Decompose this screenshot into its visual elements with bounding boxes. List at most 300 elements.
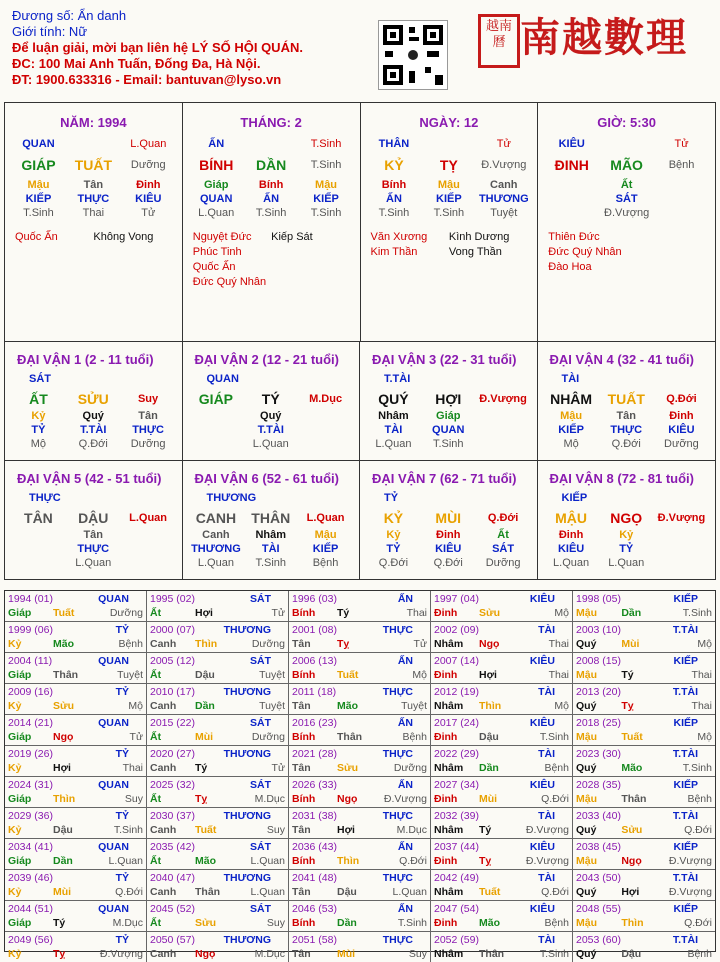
year-god: TỶ [115, 934, 129, 946]
year-stem: Mậu [576, 793, 597, 805]
dai-van-branch: HỢI [435, 391, 462, 407]
year-cell[interactable] [431, 684, 573, 715]
year-god: KIÊU [529, 655, 555, 667]
year-header [292, 623, 427, 637]
year-cell[interactable] [573, 715, 715, 746]
year-cell[interactable] [5, 839, 147, 870]
year-pillar [150, 792, 285, 806]
dai-van-hidden: THỰC [132, 424, 164, 436]
dai-van-hidden [476, 437, 531, 451]
year-stage: Mộ [697, 731, 712, 743]
year-label: 2023 (30) [576, 748, 621, 760]
year-god: THƯƠNG [223, 748, 271, 760]
year-cell[interactable] [431, 622, 573, 653]
dai-van-hidden [654, 542, 709, 556]
year-god: THỰC [382, 686, 413, 698]
year-header [292, 747, 427, 761]
year-header [576, 592, 712, 606]
dai-van-hidden [11, 542, 66, 556]
dai-van-hidden: Ất [497, 528, 509, 541]
year-header [434, 685, 569, 699]
year-stem: Bính [292, 793, 316, 805]
year-branch: Ngọ [479, 638, 500, 650]
year-cell[interactable] [289, 746, 431, 777]
pillar-1 [183, 103, 361, 341]
year-stem: Đinh [434, 793, 458, 805]
year-header [576, 716, 712, 730]
hidden-god: ẤN [263, 193, 280, 205]
year-branch: Thân [53, 669, 79, 681]
year-stem: Tân [292, 824, 311, 836]
gender: Giới tính: Nữ [12, 24, 88, 39]
year-cell[interactable] [289, 808, 431, 839]
year-stem: Ất [150, 731, 162, 743]
year-stage: Đ.Vượng [99, 948, 143, 960]
year-stage: Đ.Vượng [525, 824, 569, 836]
dai-van-hidden-row [360, 423, 537, 437]
hidden-gods-row [183, 192, 360, 206]
year-pillar [434, 947, 569, 961]
year-cell[interactable] [289, 932, 431, 962]
year-cell[interactable] [147, 653, 289, 684]
stem-branch-label: TỴ [439, 157, 458, 173]
year-stem: Nhâm [434, 948, 464, 960]
dai-van-hidden-row [183, 556, 360, 570]
year-cell[interactable] [289, 777, 431, 808]
year-stem: Nhâm [434, 700, 464, 712]
year-stem: Kỷ [8, 886, 22, 898]
year-branch: Dậu [337, 886, 357, 898]
dai-van-hidden: Quý [82, 410, 104, 422]
year-label: 2001 (08) [292, 624, 337, 636]
year-header [8, 685, 143, 699]
year-pillar [434, 699, 569, 713]
year-cell[interactable] [5, 901, 147, 932]
dai-van-hidden: TỶ [31, 424, 46, 436]
year-stage: Thai [548, 638, 569, 650]
year-god: TỶ [115, 748, 129, 760]
year-header [8, 871, 143, 885]
dai-van-god: T.TÀI [384, 373, 411, 385]
year-cell[interactable] [431, 839, 573, 870]
year-pillar [8, 606, 143, 620]
dai-van-stem: KỶ [383, 509, 404, 526]
dai-van-hidden-row [5, 423, 182, 437]
stem-branch-label: GIÁP [21, 157, 56, 173]
year-branch: Sửu [479, 607, 501, 619]
year-header [576, 809, 712, 823]
year-god: KIẾP [673, 717, 698, 729]
dai-van-hidden [121, 556, 176, 570]
dai-van-god: THƯƠNG [206, 491, 257, 504]
year-branch: Thìn [479, 700, 502, 712]
dai-van-hidden-row [360, 556, 537, 570]
year-cell[interactable] [289, 653, 431, 684]
hidden-stem: Mậu [315, 179, 338, 191]
year-cell[interactable] [431, 715, 573, 746]
dai-van-branch: TUẤT [607, 391, 645, 407]
year-header [292, 840, 427, 854]
year-cell[interactable] [573, 746, 715, 777]
year-god: KIÊU [529, 779, 555, 791]
year-stage: Bệnh [687, 948, 712, 960]
year-header [576, 902, 712, 916]
year-god: QUAN [98, 717, 129, 729]
dai-van-hidden [298, 409, 353, 423]
year-god: ẤN [397, 903, 413, 915]
life-stage: Đ.Vượng [604, 207, 650, 219]
year-branch: Hợi [479, 669, 497, 681]
dai-van-hidden: Q.Đới [78, 438, 108, 450]
hidden-stem: Mậu [437, 179, 460, 191]
year-cell[interactable] [289, 591, 431, 622]
dai-van-stage: M.Dục [309, 393, 343, 405]
year-cell[interactable] [431, 746, 573, 777]
year-label: 2041 (48) [292, 872, 337, 884]
year-branch: Thân [195, 886, 221, 898]
ten-god-label: Tử [496, 138, 511, 150]
year-branch: Mùi [621, 638, 640, 650]
dai-van-hidden: KIẾP [558, 424, 584, 436]
year-cell[interactable] [573, 839, 715, 870]
year-cell[interactable] [573, 653, 715, 684]
year-cell[interactable] [573, 808, 715, 839]
year-branch: Thìn [621, 917, 644, 929]
year-label: 2027 (34) [434, 779, 479, 791]
year-header [150, 654, 285, 668]
stem-branch-label: Dưỡng [130, 159, 166, 171]
year-cell[interactable] [147, 932, 289, 962]
hidden-stems-row [183, 178, 360, 192]
dai-van-title: ĐẠI VẬN 5 (42 - 51 tuổi) [17, 470, 162, 486]
year-stage: Bệnh [402, 731, 427, 743]
ten-god-label [66, 136, 121, 152]
year-header [434, 654, 569, 668]
dai-van-hidden: Bệnh [312, 556, 339, 569]
year-header [150, 933, 285, 947]
year-god: ẤN [397, 593, 413, 605]
year-god: TÀI [538, 810, 555, 822]
stars-col-2 [627, 230, 705, 275]
year-header [292, 809, 427, 823]
year-cell[interactable] [147, 715, 289, 746]
year-cell[interactable] [573, 901, 715, 932]
year-pillar [150, 730, 285, 744]
hidden-god: SÁT [615, 193, 638, 205]
dai-van-pillar [360, 389, 537, 409]
year-stage: Thai [406, 607, 427, 619]
year-god: SÁT [250, 779, 271, 791]
year-pillar [576, 606, 712, 620]
year-god: QUAN [98, 841, 129, 853]
dai-van-pillar [5, 508, 182, 528]
hidden-god: KIẾP [313, 193, 339, 205]
year-cell[interactable] [147, 622, 289, 653]
year-cell[interactable] [289, 684, 431, 715]
dai-van-hidden: Mộ [30, 438, 47, 450]
dai-van-hidden: T.TÀI [80, 424, 107, 436]
year-stage: Tuyệt [259, 700, 285, 712]
year-stage: Dưỡng [251, 638, 285, 650]
year-stage: Thai [548, 669, 569, 681]
ten-god-label: THÂN [378, 138, 410, 150]
year-stage: T.Sinh [539, 948, 569, 960]
year-pillar [292, 823, 427, 837]
qr-code-icon[interactable] [378, 20, 448, 90]
hidden-stem: Canh [490, 179, 518, 191]
stem-branch-label: BÍNH [199, 157, 234, 173]
year-stem: Quý [576, 948, 597, 960]
year-cell[interactable] [431, 870, 573, 901]
year-pillar [434, 854, 569, 868]
year-stage: Bệnh [544, 917, 569, 929]
year-cell[interactable] [5, 932, 147, 962]
year-cell[interactable] [5, 653, 147, 684]
year-cell[interactable] [431, 808, 573, 839]
dai-van-stem: CANH [195, 509, 237, 526]
year-cell[interactable] [147, 870, 289, 901]
year-branch: Mão [195, 855, 216, 867]
dai-van-hidden [11, 556, 66, 570]
year-pillar [434, 668, 569, 682]
year-stem: Bính [292, 669, 316, 681]
stars-col-1 [371, 230, 449, 260]
ten-god-label: T.Sinh [310, 138, 342, 150]
year-branch: Thân [479, 948, 505, 960]
hidden-stems-row [538, 178, 715, 192]
year-stem: Quý [576, 824, 597, 836]
dai-van-hidden-row [5, 409, 182, 423]
year-stem: Nhâm [434, 886, 464, 898]
year-cell[interactable] [289, 715, 431, 746]
year-branch: Tuất [479, 886, 501, 898]
year-cell[interactable] [147, 777, 289, 808]
year-pillar [576, 854, 712, 868]
life-stage: Tuyệt [490, 207, 518, 219]
dai-van-title: ĐẠI VẬN 2 (12 - 21 tuổi) [194, 352, 339, 367]
life-stage [654, 206, 709, 220]
year-cell[interactable] [431, 901, 573, 932]
year-cell[interactable] [147, 591, 289, 622]
stem-branch-label: DẦN [255, 157, 287, 173]
year-cell[interactable] [5, 715, 147, 746]
dai-van-hidden: T.TÀI [257, 424, 284, 436]
year-god: KIẾP [673, 903, 698, 915]
annual-luck-table [4, 590, 716, 960]
year-branch: Dần [479, 762, 499, 774]
year-header [8, 809, 143, 823]
year-label: 2014 (21) [8, 717, 53, 729]
year-stem: Đinh [434, 669, 458, 681]
dai-van-pillar [5, 389, 182, 409]
year-cell[interactable] [147, 746, 289, 777]
year-god: KIẾP [673, 655, 698, 667]
year-cell[interactable] [573, 684, 715, 715]
person-name: Đương số: Ẩn danh [12, 8, 127, 23]
year-label: 2040 (47) [150, 872, 195, 884]
dai-van-stage: Đ.Vượng [657, 511, 706, 524]
dai-van-hidden-row [5, 556, 182, 570]
year-pillar [434, 916, 569, 930]
year-label: 1999 (06) [8, 624, 53, 636]
year-header [8, 623, 143, 637]
year-cell[interactable] [289, 622, 431, 653]
year-stem: Ất [150, 669, 162, 681]
year-label: 2053 (60) [576, 934, 621, 946]
year-cell[interactable] [573, 591, 715, 622]
year-header [292, 871, 427, 885]
year-cell[interactable] [5, 777, 147, 808]
dai-van-branch: MÙI [435, 509, 462, 526]
year-stage: Tuyệt [117, 669, 143, 681]
year-pillar [150, 699, 285, 713]
year-cell[interactable] [5, 591, 147, 622]
year-pillar [434, 606, 569, 620]
year-pillar [576, 699, 712, 713]
year-god: THỰC [382, 872, 413, 884]
year-pillar [292, 854, 427, 868]
year-cell[interactable] [431, 932, 573, 962]
year-header [434, 592, 569, 606]
year-god: TÀI [538, 872, 555, 884]
year-cell[interactable] [289, 901, 431, 932]
year-label: 2050 (57) [150, 934, 195, 946]
year-cell[interactable] [5, 870, 147, 901]
dai-van-stage: Đ.Vượng [479, 393, 527, 405]
dai-van-hidden: Dưỡng [664, 438, 699, 450]
year-god: QUAN [98, 903, 129, 915]
hidden-god: QUAN [200, 193, 233, 205]
life-stage [544, 206, 599, 220]
dai-van-hidden [298, 423, 353, 437]
year-stage: Thai [691, 669, 712, 681]
year-header [8, 592, 143, 606]
year-stem: Kỷ [8, 948, 22, 960]
year-stage: Suy [266, 824, 285, 836]
year-branch: Hợi [337, 824, 355, 836]
year-stage: Mộ [412, 669, 427, 681]
star-name: Thiên Đức [548, 231, 600, 243]
year-stage: Tử [413, 638, 427, 650]
stars-col-1 [193, 230, 271, 290]
year-stage: Đ.Vượng [668, 855, 712, 867]
dai-van-hidden-row [538, 528, 716, 542]
year-header [576, 654, 712, 668]
year-stage: Mộ [128, 700, 143, 712]
year-cell[interactable] [5, 746, 147, 777]
dai-van-pillar [183, 389, 360, 409]
year-label: 1994 (01) [8, 593, 53, 605]
year-god: TỶ [115, 624, 129, 636]
year-label: 1995 (02) [150, 593, 195, 605]
year-branch: Dần [337, 917, 357, 929]
year-stem: Canh [150, 762, 177, 774]
year-pillar [576, 668, 712, 682]
year-label: 2042 (49) [434, 872, 479, 884]
hidden-god: THƯƠNG [478, 193, 529, 205]
year-cell[interactable] [431, 653, 573, 684]
year-cell[interactable] [5, 684, 147, 715]
year-cell[interactable] [147, 839, 289, 870]
year-stem: Giáp [8, 793, 32, 805]
year-cell[interactable] [289, 870, 431, 901]
pillar-0 [5, 103, 183, 341]
year-stage: Bệnh [118, 638, 143, 650]
year-pillar [150, 761, 285, 775]
year-cell[interactable] [147, 684, 289, 715]
year-stem: Canh [150, 700, 177, 712]
year-stem: Ất [150, 855, 162, 867]
hidden-god [544, 192, 599, 206]
dai-van-grid [4, 342, 716, 580]
year-stem: Quý [576, 762, 597, 774]
year-god: SÁT [250, 903, 271, 915]
year-god: ẤN [397, 841, 413, 853]
year-cell[interactable] [573, 870, 715, 901]
year-cell[interactable] [289, 839, 431, 870]
star-name: Đào Hoa [548, 261, 592, 273]
year-cell[interactable] [431, 777, 573, 808]
year-pillar [150, 668, 285, 682]
year-branch: Mùi [479, 793, 498, 805]
year-label: 1997 (04) [434, 593, 479, 605]
hidden-stem: Đinh [136, 179, 161, 191]
year-header [292, 933, 427, 947]
dai-van-hidden [476, 423, 531, 437]
year-cell[interactable] [573, 777, 715, 808]
year-stem: Nhâm [434, 824, 464, 836]
dai-van-hidden: L.Quan [197, 556, 234, 569]
year-cell[interactable] [147, 901, 289, 932]
dai-van-hidden-row [538, 437, 716, 451]
year-cell[interactable] [573, 622, 715, 653]
year-god: THƯƠNG [223, 810, 271, 822]
year-label: 2019 (26) [8, 748, 53, 760]
dai-van-cell [360, 461, 538, 580]
year-cell[interactable] [573, 932, 715, 962]
hidden-stem: Bính [258, 179, 284, 191]
year-header [434, 809, 569, 823]
year-stage: T.Sinh [539, 731, 569, 743]
year-god: THỰC [382, 810, 413, 822]
year-stage: Dưỡng [251, 731, 285, 743]
year-stage: M.Dục [396, 824, 427, 836]
year-pillar [292, 916, 427, 930]
dai-van-cell [5, 461, 183, 580]
year-header [292, 716, 427, 730]
dai-van-hidden: Q.Đới [611, 438, 641, 450]
year-cell[interactable] [431, 591, 573, 622]
year-cell[interactable] [5, 622, 147, 653]
year-stage: Dưỡng [393, 762, 427, 774]
year-stage: M.Dục [254, 793, 285, 805]
year-cell[interactable] [147, 808, 289, 839]
star-name: Vong Thần [448, 246, 502, 258]
year-label: 2033 (40) [576, 810, 621, 822]
year-god: T.TÀI [672, 872, 698, 884]
phone-email: ĐT: 1900.633316 - Email: bantuvan@lyso.vn [12, 72, 282, 87]
stem-branch-label: MÃO [610, 157, 643, 173]
life-stage: T.Sinh [255, 207, 287, 219]
year-branch: Mão [479, 917, 500, 929]
dai-van-hidden: Mậu [560, 410, 583, 422]
year-cell[interactable] [5, 808, 147, 839]
year-label: 2044 (51) [8, 903, 53, 915]
stem-branch-label: Đ.Vượng [481, 159, 527, 171]
year-stem: Đinh [434, 855, 458, 867]
year-stage: Tử [271, 607, 285, 619]
year-header [150, 592, 285, 606]
